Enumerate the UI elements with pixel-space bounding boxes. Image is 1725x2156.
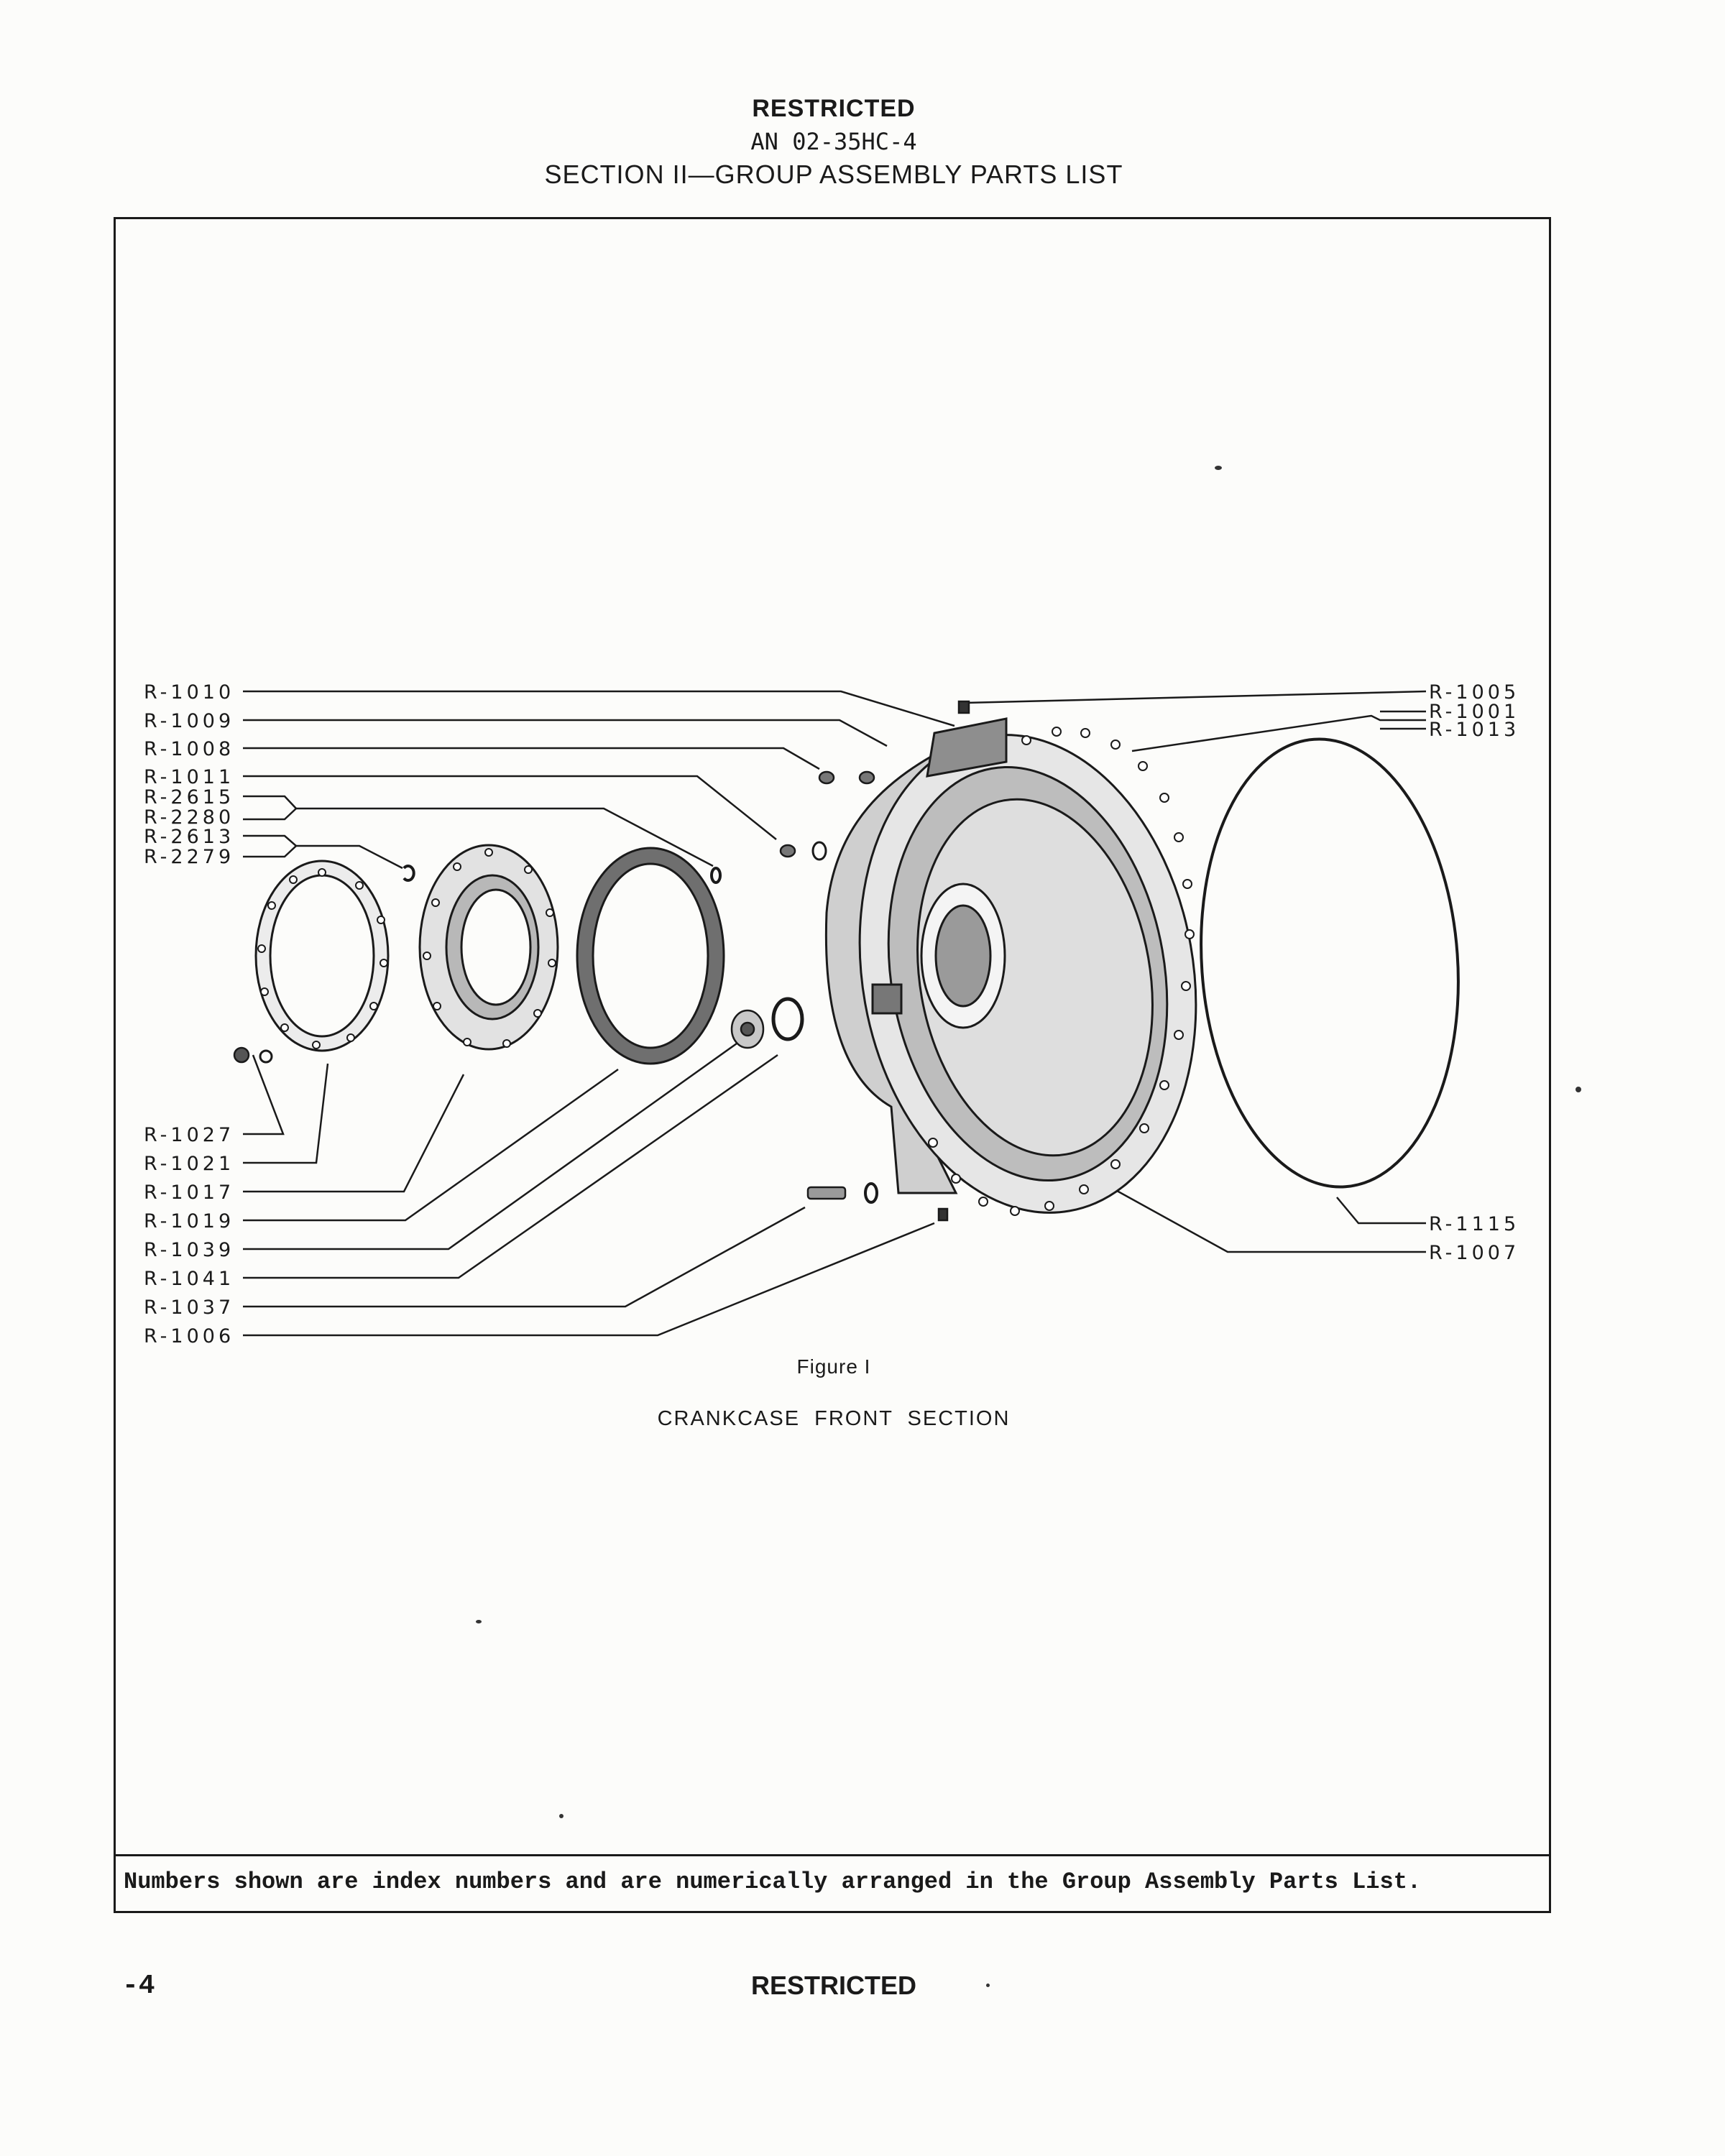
callout-label: R-2280 [144,806,235,829]
callout-label: R-1001 [1429,701,1520,723]
callout-label: R-1005 [1429,681,1520,704]
footer-classification: RESTRICTED [750,1971,916,2000]
header-classification: RESTRICTED [752,95,916,122]
callout-label: R-1039 [144,1239,235,1261]
scan-speck [1215,466,1222,470]
footnote-divider [114,1854,1551,1856]
callout-label: R-1010 [144,681,235,704]
cover-plate [256,861,388,1051]
scan-speck [559,1814,564,1818]
scan-speck [476,1620,482,1623]
callout-label: R-1017 [144,1181,235,1204]
page-number: -4 [122,1971,155,2001]
section-title: SECTION II—GROUP ASSEMBLY PARTS LIST [544,160,1123,189]
callout-label: R-1013 [1429,719,1520,741]
callout-label: R-1009 [144,710,235,732]
figure-subject: CRANKCASE FRONT SECTION [657,1407,1011,1430]
callout-label: R-1007 [1429,1242,1520,1264]
big-o-ring [1187,730,1473,1195]
callout-label: R-2279 [144,846,235,868]
bearing-retainer [420,845,558,1049]
callout-label: R-1115 [1429,1213,1520,1235]
scan-speck [1576,1087,1581,1092]
callout-label: R-1021 [144,1153,235,1175]
callout-label: R-2615 [144,786,235,808]
callout-label: R-1019 [144,1210,235,1233]
footnote: Numbers shown are index numbers and are numerically arranged in the Group Assembly Parts List. [124,1869,1422,1895]
gasket [577,848,724,1064]
callout-label: R-2613 [144,826,235,848]
callout-label: R-1037 [144,1296,235,1319]
figure-caption: Figure I [796,1355,871,1378]
document-number: AN 02-35HC-4 [750,128,917,155]
callout-label: R-1011 [144,766,235,788]
callout-label: R-1008 [144,738,235,760]
callout-label: R-1006 [144,1325,235,1348]
scan-speck [986,1984,990,1987]
callout-label: R-1027 [144,1124,235,1146]
crankcase-body [823,708,1232,1240]
callout-label: R-1041 [144,1268,235,1290]
